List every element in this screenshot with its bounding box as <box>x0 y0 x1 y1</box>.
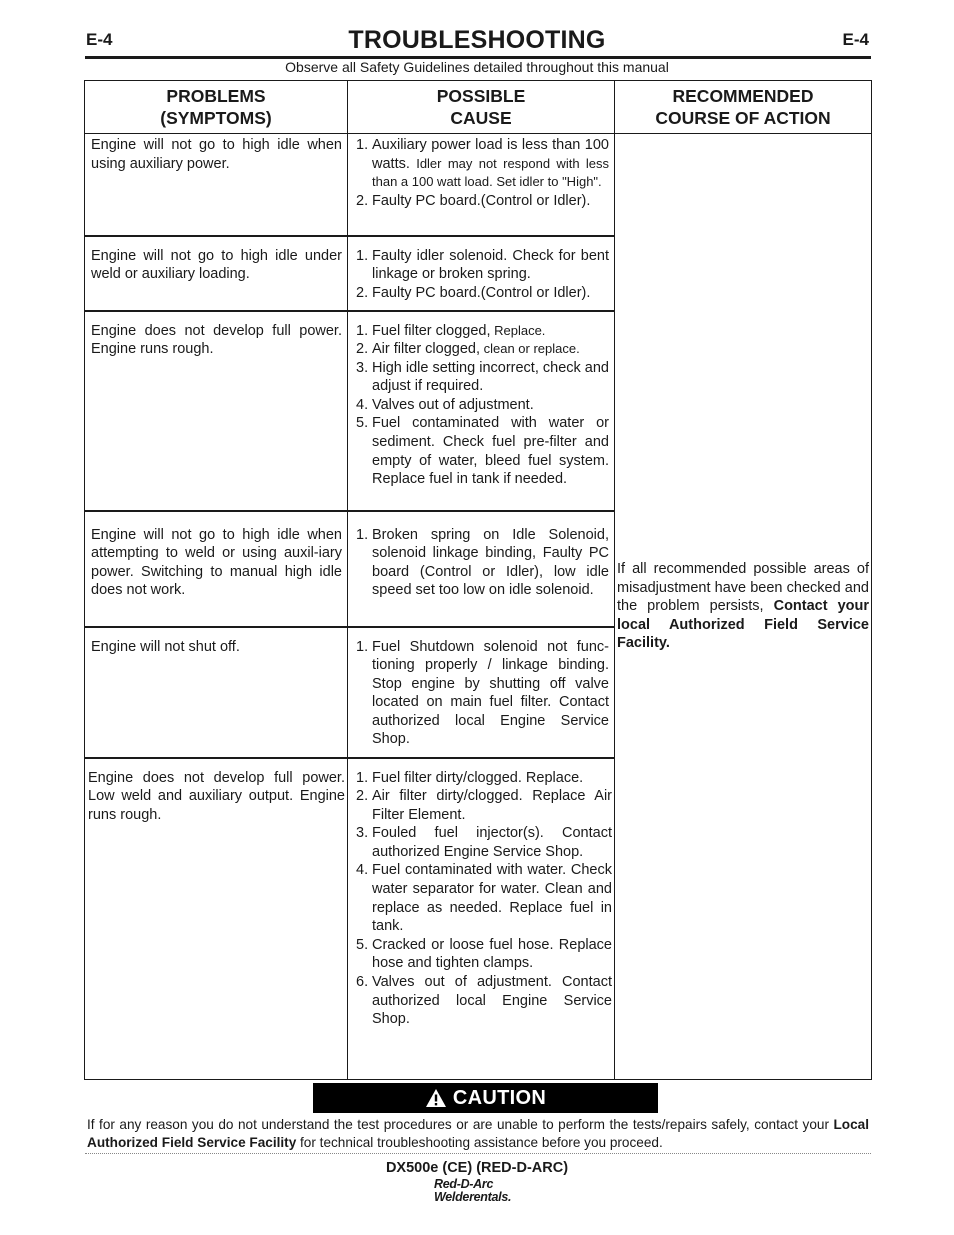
action-text <box>615 560 871 653</box>
cause-cell <box>348 311 615 511</box>
cause-number: 5. <box>356 936 369 953</box>
cause-item <box>356 284 609 303</box>
symptom-text: Engine will not go to high idle under weld or auxiliary loading. <box>91 247 342 282</box>
symptom-cell <box>85 236 348 311</box>
header-action-line2: COURSE OF ACTION <box>655 108 831 128</box>
page-number-right: E-4 <box>842 30 869 49</box>
caution-text-bold: Local Authorized Field Service Facility <box>87 1117 869 1150</box>
cause-number: 6. <box>356 974 369 991</box>
header-problems-line1: PROBLEMS <box>166 86 266 106</box>
cause-text: Air filter dirty/clogged. Replace Air Filter Element. <box>372 788 612 823</box>
cause-number: 1. <box>356 769 369 786</box>
cause-list <box>348 524 614 604</box>
company-logo <box>434 1178 524 1204</box>
symptom-text: Engine does not develop full power. Low weld and auxiliary output. Engine runs rough. <box>88 769 345 823</box>
cause-list <box>348 134 614 214</box>
cause-item <box>356 787 612 824</box>
page-number-left: E-4 <box>86 30 113 49</box>
cause-text: Air filter clogged, <box>372 341 480 358</box>
header-action-line1: RECOMMENDED <box>672 86 814 106</box>
cause-number: 4. <box>356 396 369 413</box>
cause-number: 2. <box>356 788 369 805</box>
cause-cell <box>348 511 615 627</box>
table-row <box>85 134 872 236</box>
cause-text: High idle setting incorrect, check and adjust if required. <box>372 359 609 395</box>
cause-number: 2. <box>356 284 369 301</box>
symptom-text: Engine will not shut off. <box>91 638 240 655</box>
cause-item <box>356 192 609 211</box>
cause-text: Fuel filter clogged, <box>372 322 491 339</box>
cause-text: Cracked or loose fuel hose. Replace hose and tighten clamps. <box>372 936 612 972</box>
cause-item <box>356 861 612 935</box>
cause-text: Fuel Shutdown solenoid not func-tioning properly / linkage binding. Stop engine by shutting off valve located on main fuel filter. Contact authorized local Engine Service Shop. <box>372 638 609 748</box>
cause-note: clean or replace. <box>480 341 580 357</box>
cause-note: Idler may not respond with less than a 100 watt load. Set idler to "High". <box>372 155 609 190</box>
cause-item <box>356 322 609 341</box>
cause-list <box>348 767 614 1033</box>
cause-text: Auxiliary power load is less than 100 watts. <box>372 137 609 172</box>
caution-text <box>87 1116 869 1152</box>
symptom-text: Engine does not develop full power. Engine runs rough. <box>91 322 342 357</box>
logo-line2: Welderentals. <box>434 1190 512 1204</box>
safety-note: Observe all Safety Guidelines detailed throughout this manual <box>285 59 669 75</box>
cause-number: 1. <box>356 322 369 339</box>
cause-text: Fuel contaminated with water or sediment. Check fuel pre-filter and empty of water, bleed fuel system. Replace fuel in tank if needed. <box>372 415 609 488</box>
cause-number: 3. <box>356 825 369 842</box>
symptom-cell <box>85 511 348 627</box>
footer-rule <box>85 1153 871 1154</box>
cause-text: Faulty PC board.(Control or Idler). <box>372 192 591 209</box>
symptom-cell <box>85 134 348 236</box>
cause-text: Fuel contaminated with water. Check water separator for water. Clean and replace as needed. Replace fuel in tank. <box>372 862 612 935</box>
cause-text: Valves out of adjustment. Contact authorized local Engine Service Shop. <box>372 974 612 1028</box>
cause-number: 1. <box>356 247 369 264</box>
cause-number: 2. <box>356 192 369 209</box>
cause-cell <box>348 134 615 236</box>
cause-item <box>356 136 609 192</box>
cause-item <box>356 973 612 1029</box>
cause-item <box>356 247 609 284</box>
cause-number: 3. <box>356 359 369 376</box>
cause-number: 4. <box>356 862 369 879</box>
symptom-cell <box>85 627 348 758</box>
cause-text: Fuel filter dirty/clogged. Replace. <box>372 769 584 786</box>
caution-text-before: If for any reason you do not understand the test procedures or are unable to perform the tests/repairs safely, contact your <box>87 1117 834 1132</box>
table-header-row <box>85 81 872 134</box>
cause-text: Broken spring on Idle Solenoid, solenoid linkage binding, Faulty PC board (Control or Idler), low idle speed set too low on idle solenoid. <box>372 526 609 599</box>
cause-item <box>356 769 612 788</box>
cause-text: Fouled fuel injector(s). Contact authorized Engine Service Shop. <box>372 825 612 860</box>
cause-number: 1. <box>356 137 369 153</box>
troubleshooting-table <box>84 80 872 1080</box>
header-problems-line2: (SYMPTOMS) <box>160 108 272 128</box>
page-title: TROUBLESHOOTING <box>348 26 606 54</box>
cause-item <box>356 340 609 359</box>
symptom-text: Engine will not go to high idle when using auxiliary power. <box>91 137 342 172</box>
caution-label: CAUTION <box>452 1086 547 1109</box>
cause-item <box>356 359 609 396</box>
symptom-text: Engine will not go to high idle when attempting to weld or using auxil-iary power. Switching to manual high idle does not work. <box>91 526 342 598</box>
model-name: DX500e (CE) (RED-D-ARC) <box>385 1160 569 1176</box>
action-text-plain: If all recommended possible areas of misadjustment have been checked and the problem persists, <box>617 561 869 615</box>
warning-triangle-icon <box>425 1088 447 1108</box>
logo-line1: Red-D-Arc <box>434 1177 494 1191</box>
header-cause <box>348 81 615 134</box>
cause-number: 5. <box>356 415 369 432</box>
cause-item <box>356 638 609 750</box>
cause-number: 2. <box>356 341 369 358</box>
cause-note: Replace. <box>490 322 546 338</box>
symptom-cell <box>85 758 348 1080</box>
cause-text: Valves out of adjustment. <box>372 396 534 413</box>
caution-text-after: for technical troubleshooting assistance before you proceed. <box>296 1135 663 1150</box>
cause-cell <box>348 627 615 758</box>
cause-text: Faulty idler solenoid. Check for bent linkage or broken spring. <box>372 247 609 283</box>
cause-item <box>356 824 612 861</box>
caution-banner <box>313 1083 658 1113</box>
cause-list <box>348 636 614 754</box>
header-action <box>615 81 872 134</box>
action-text-bold: Contact your local Authorized Field Service Facility. <box>617 598 870 652</box>
cause-cell <box>348 236 615 311</box>
cause-cell <box>348 758 615 1080</box>
action-cell <box>615 134 872 1080</box>
header-problems <box>85 81 348 134</box>
symptom-cell <box>85 311 348 511</box>
header-cause-line2: CAUSE <box>450 108 512 128</box>
cause-item <box>356 396 609 415</box>
cause-list <box>348 320 614 493</box>
cause-number: 1. <box>356 526 369 543</box>
cause-list <box>348 245 614 307</box>
cause-text: Faulty PC board.(Control or Idler). <box>372 284 591 301</box>
cause-item <box>356 526 609 600</box>
cause-item <box>356 936 612 973</box>
cause-item <box>356 414 609 488</box>
header-cause-line1: POSSIBLE <box>436 86 526 106</box>
cause-number: 1. <box>356 638 369 655</box>
